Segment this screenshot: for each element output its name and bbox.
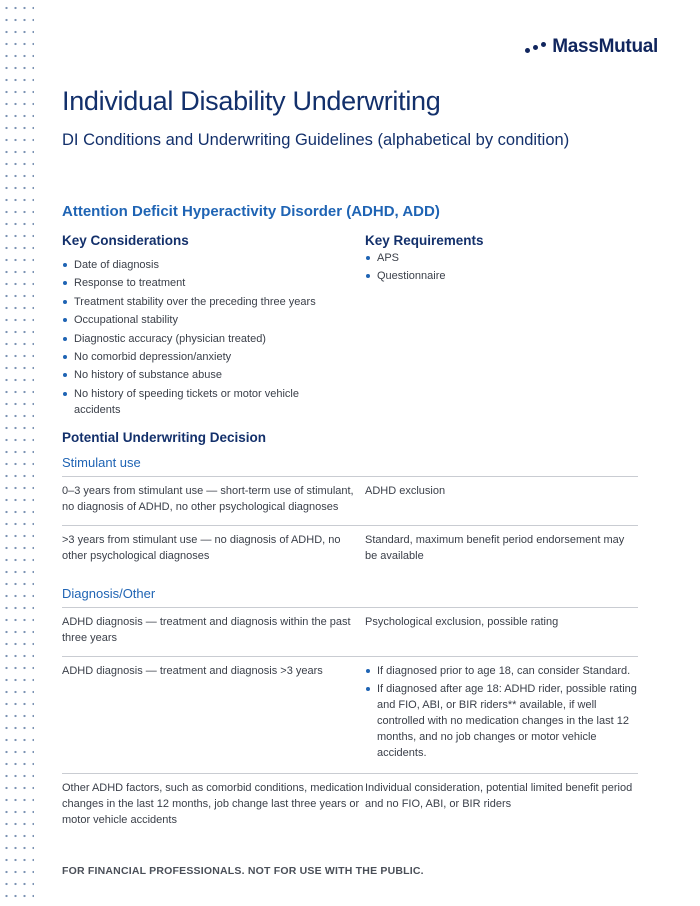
- list-item: Treatment stability over the preceding three years: [62, 294, 324, 310]
- condition-cell: 0–3 years from stimulant use — short-term use of stimulant, no diagnosis of ADHD, no other psychological diagnoses: [62, 485, 354, 513]
- logo-text: MassMutual: [552, 36, 658, 57]
- condition-cell: ADHD diagnosis — treatment and diagnosis within the past three years: [62, 616, 351, 644]
- list-item: No history of substance abuse: [62, 367, 324, 383]
- decision-cell: [365, 657, 638, 773]
- list-item: Occupational stability: [62, 312, 324, 328]
- massmutual-logo: [525, 36, 658, 58]
- decision-cell: Psychological exclusion, possible rating: [365, 616, 559, 628]
- list-item: Questionnaire: [365, 268, 625, 284]
- table-row: [62, 656, 638, 773]
- page-title: Individual Disability Underwriting: [62, 86, 441, 116]
- list-item: If diagnosed prior to age 18, can consider Standard.: [365, 663, 638, 679]
- key-considerations-list: [62, 257, 324, 420]
- list-item: APS: [365, 250, 625, 266]
- logo-mark-icon: [525, 42, 546, 53]
- condition-cell: >3 years from stimulant use — no diagnosis of ADHD, no other psychological diagnoses: [62, 534, 341, 562]
- list-item: Date of diagnosis: [62, 257, 324, 273]
- diagnosis-other-table: [62, 607, 638, 838]
- list-item: No comorbid depression/anxiety: [62, 349, 324, 365]
- decision-cell: ADHD exclusion: [365, 485, 446, 497]
- key-requirements-heading: Key Requirements: [365, 233, 484, 248]
- page-subtitle: DI Conditions and Underwriting Guidelines (alphabetical by condition): [62, 131, 570, 149]
- condition-title: Attention Deficit Hyperactivity Disorder (ADHD, ADD): [62, 203, 440, 220]
- decision-cell: Individual consideration, potential limited benefit period and no FIO, ABI, or BIR riders: [365, 782, 633, 810]
- key-requirements-list: [365, 250, 625, 287]
- key-considerations-heading: Key Considerations: [62, 233, 189, 248]
- decorative-dot-pattern: [0, 0, 34, 906]
- diagnosis-other-heading: Diagnosis/Other: [62, 586, 156, 601]
- list-item: Response to treatment: [62, 275, 324, 291]
- stimulant-use-table: [62, 476, 638, 574]
- table-row: [62, 607, 638, 656]
- list-item: If diagnosed after age 18: ADHD rider, possible rating and FIO, ABI, or BIR riders** available, if well controlled with no medication changes in the last 12 months, and no job changes or motor vehicle accidents.: [365, 681, 638, 761]
- decision-list: [365, 663, 638, 761]
- stimulant-use-heading: Stimulant use: [62, 455, 141, 470]
- table-row: [62, 773, 638, 838]
- footer-disclaimer: FOR FINANCIAL PROFESSIONALS. NOT FOR USE WITH THE PUBLIC.: [62, 865, 424, 877]
- list-item: No history of speeding tickets or motor vehicle accidents: [62, 386, 324, 418]
- condition-cell: ADHD diagnosis — treatment and diagnosis >3 years: [62, 665, 323, 677]
- list-item: Diagnostic accuracy (physician treated): [62, 331, 324, 347]
- table-row: [62, 476, 638, 525]
- condition-cell: Other ADHD factors, such as comorbid conditions, medication changes in the last 12 months, job change last three years or motor vehicle accidents: [62, 782, 364, 826]
- decision-cell: Standard, maximum benefit period endorsement may be available: [365, 534, 625, 562]
- potential-decision-heading: Potential Underwriting Decision: [62, 430, 267, 445]
- table-row: [62, 525, 638, 574]
